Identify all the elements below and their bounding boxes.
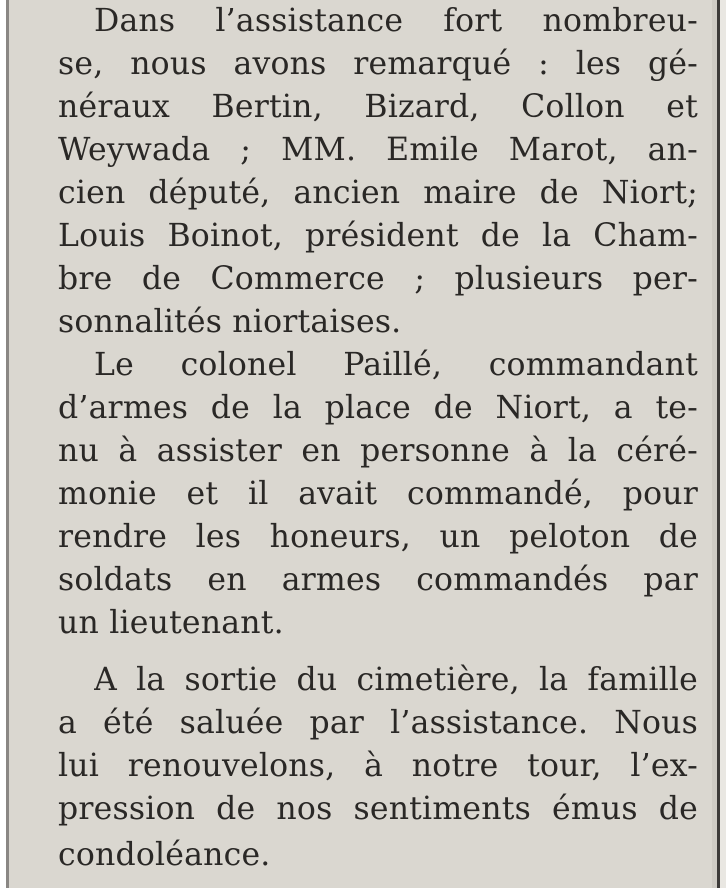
text-line: monie et il avait commandé, pour — [58, 476, 698, 512]
text-line: A la sortie du cimetière, la famille — [94, 662, 698, 698]
text-line: Le colonel Paillé, commandant — [94, 347, 698, 383]
text-line: Dans l’assistance fort nombreu- — [94, 3, 698, 39]
text-line: Weywada ; MM. Emile Marot, an- — [58, 132, 698, 168]
text-line: a été saluée par l’assistance. Nous — [58, 705, 698, 741]
text-line: un lieutenant. — [58, 605, 284, 641]
right-column-rule — [712, 0, 726, 888]
text-line: lui renouvelons, à notre tour, l’ex- — [58, 748, 698, 784]
left-column-rule — [0, 0, 9, 888]
text-line: d’armes de la place de Niort, a te- — [58, 390, 698, 426]
text-line: pression de nos sentiments émus de — [58, 791, 698, 827]
text-line: rendre les honeurs, un peloton de — [58, 519, 698, 555]
text-line: se, nous avons remarqué : les gé- — [58, 46, 698, 82]
text-line: néraux Bertin, Bizard, Collon et — [58, 89, 698, 125]
text-line: bre de Commerce ; plusieurs per- — [58, 261, 698, 297]
text-line: Louis Boinot, président de la Cham- — [58, 218, 698, 254]
text-line: condoléance. — [58, 837, 271, 873]
text-line: nu à assister en personne à la céré- — [58, 433, 698, 469]
text-line: sonnalités niortaises. — [58, 304, 402, 340]
text-line: cien député, ancien maire de Niort; — [58, 175, 698, 211]
text-line: soldats en armes commandés par — [58, 562, 698, 598]
